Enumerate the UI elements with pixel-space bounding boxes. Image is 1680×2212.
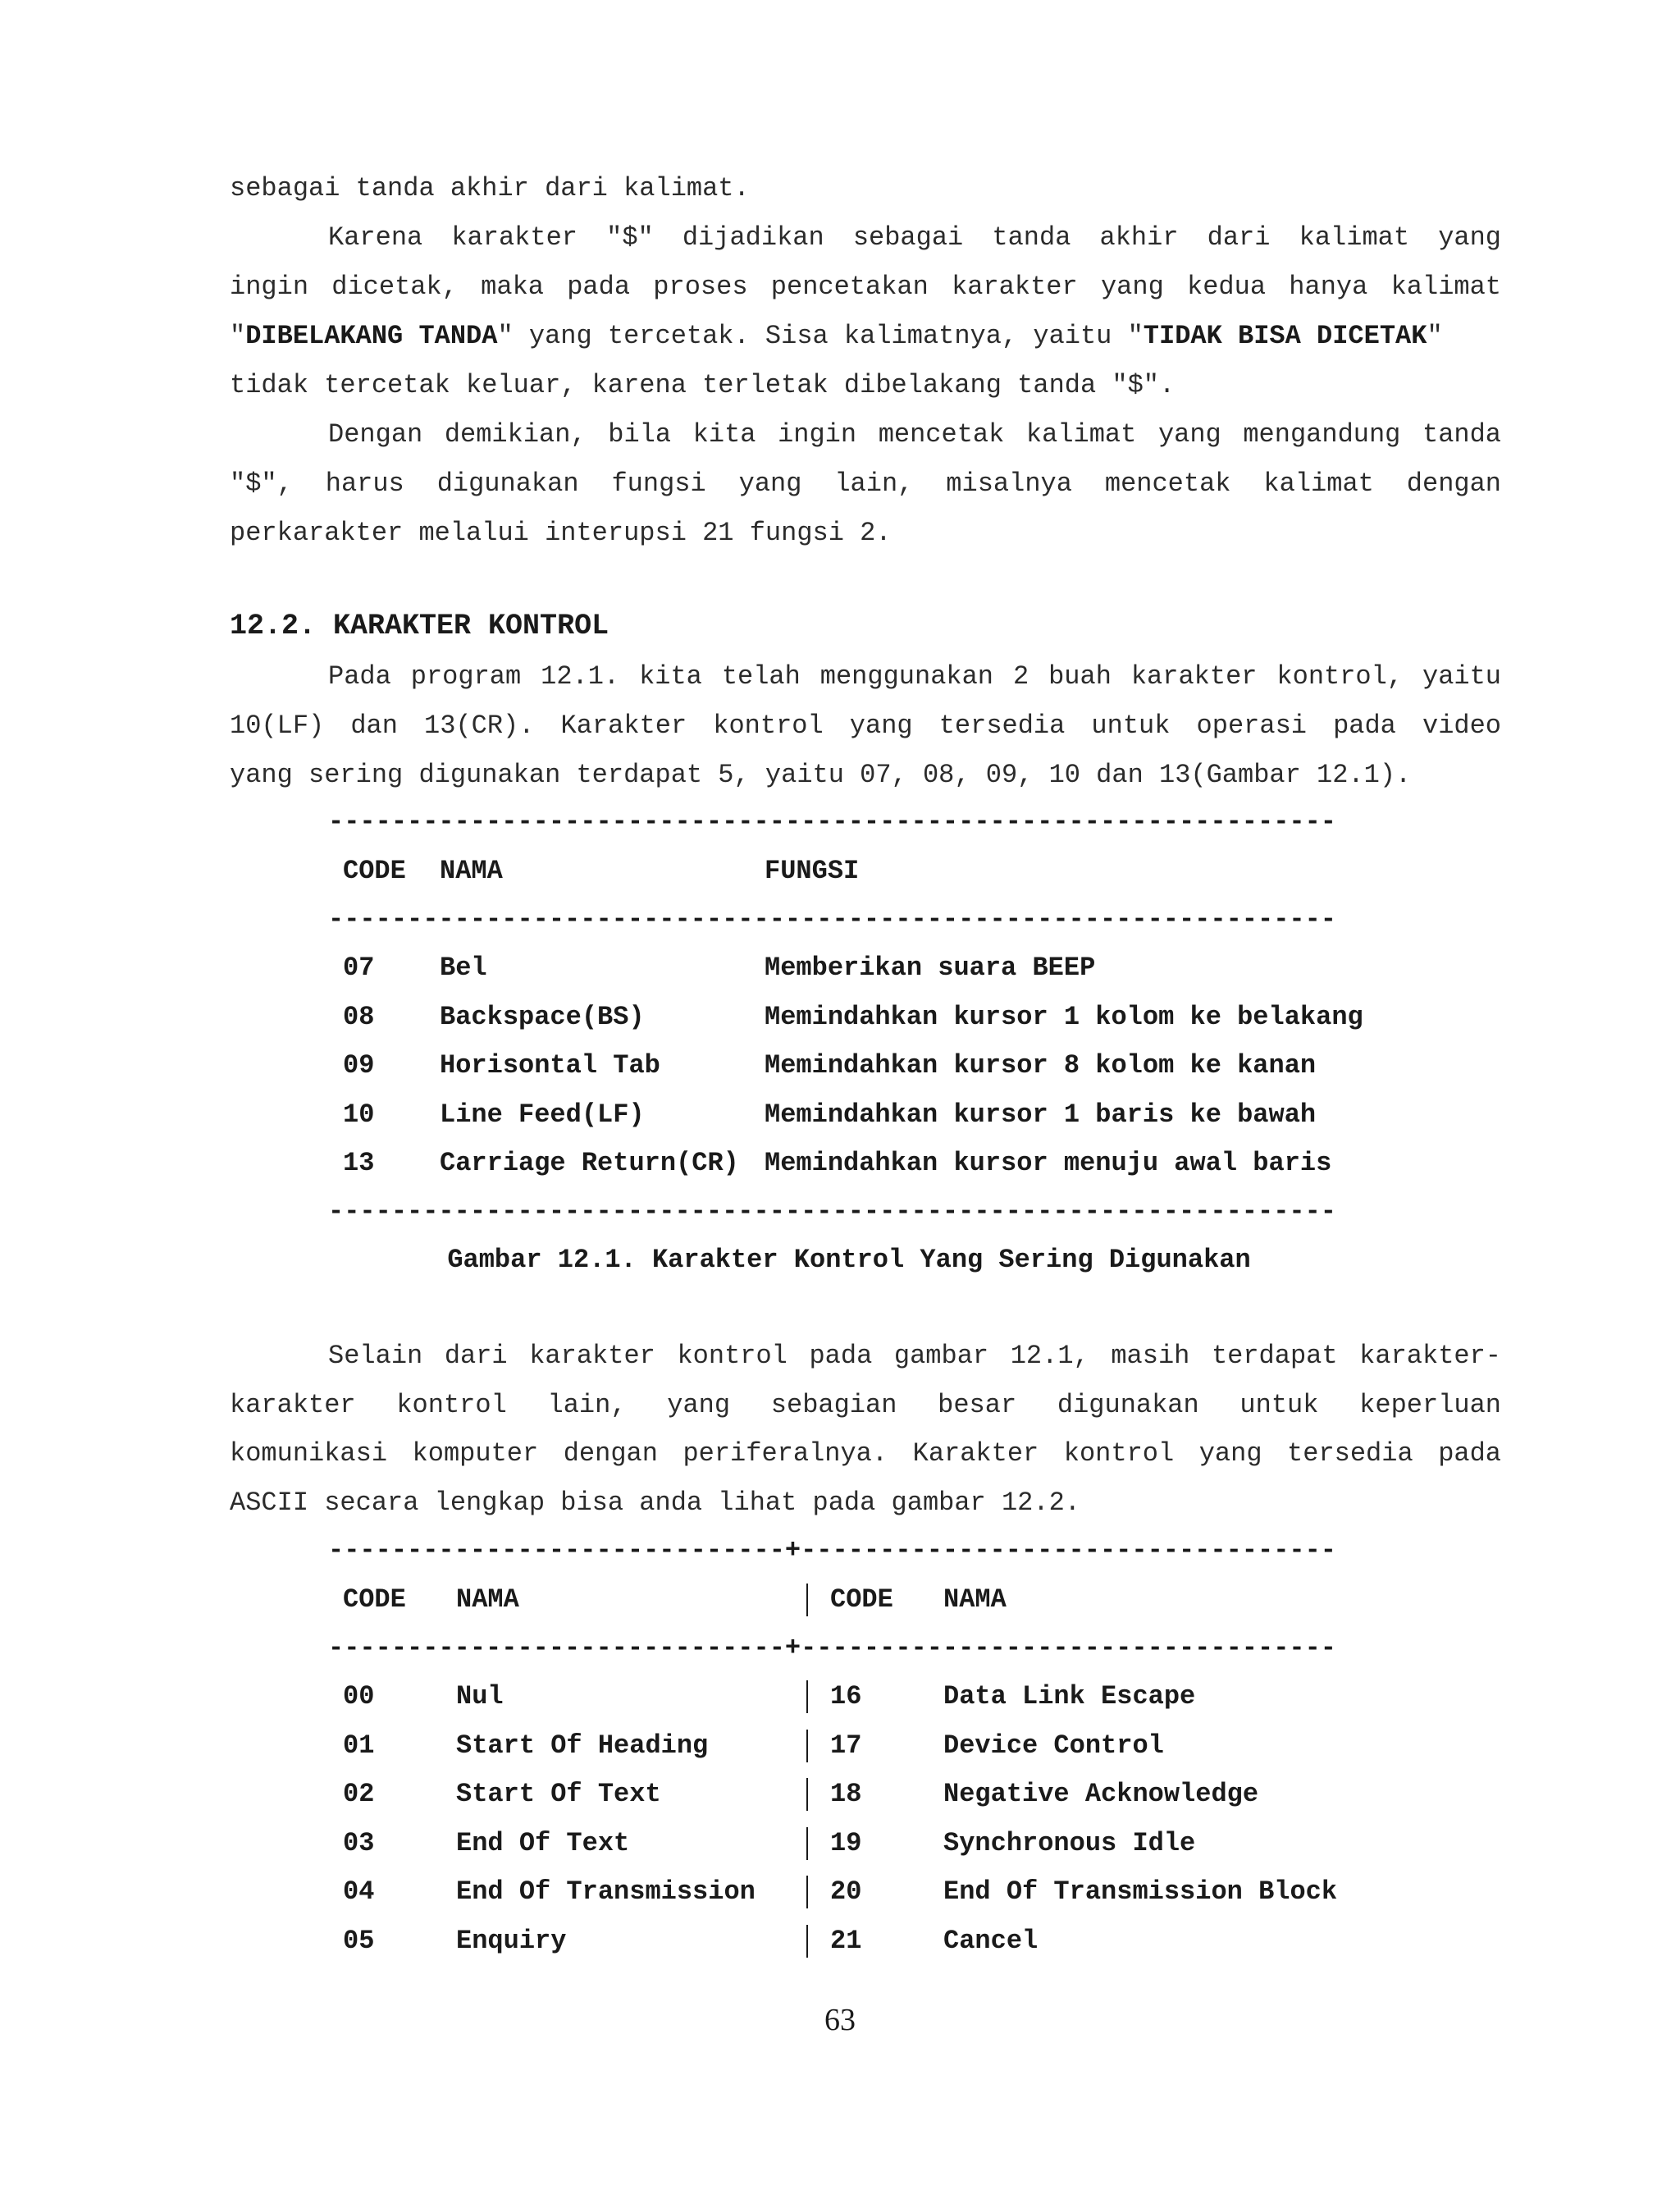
- cell-code: 19: [830, 1828, 862, 1858]
- column-separator: [806, 1925, 808, 1958]
- cell-code: 20: [830, 1876, 862, 1907]
- paragraph-line: Dengan demikian, bila kita ingin mencetak kalimat yang mengandung tanda: [328, 419, 1501, 450]
- cell-code: 07: [343, 953, 375, 983]
- table-header-row: [328, 847, 1395, 896]
- table-row: [328, 993, 1395, 1042]
- cell-fungsi: Memindahkan kursor 8 kolom ke kanan: [765, 1050, 1317, 1081]
- bold-term: TIDAK BISA DICETAK: [1143, 321, 1427, 351]
- table-rule: -----------------------------+----------------------------------: [328, 1535, 1336, 1565]
- cell-nama: Start Of Heading: [456, 1730, 709, 1761]
- cell-code: 08: [343, 1002, 375, 1032]
- table-row: [328, 1867, 1395, 1917]
- table-row: [328, 944, 1395, 993]
- table-rule: -----------------------------+----------------------------------: [328, 1633, 1336, 1663]
- cell-nama: Line Feed(LF): [440, 1099, 645, 1130]
- cell-code: 18: [830, 1779, 862, 1809]
- table-row: [328, 1041, 1395, 1090]
- paragraph-line: 10(LF) dan 13(CR). Karakter kontrol yang tersedia untuk operasi pada video: [230, 711, 1501, 741]
- column-separator: [806, 1876, 808, 1908]
- column-separator: [806, 1680, 808, 1713]
- paragraph-line: komunikasi komputer dengan periferalnya. Karakter kontrol yang tersedia pada: [230, 1438, 1501, 1469]
- column-header-nama: NAMA: [440, 856, 503, 886]
- cell-code: 04: [343, 1876, 375, 1907]
- page-number: 63: [824, 2003, 856, 2037]
- cell-nama: Horisontal Tab: [440, 1050, 660, 1081]
- cell-nama: Device Control: [943, 1730, 1164, 1761]
- paragraph-line: ingin dicetak, maka pada proses pencetakan karakter yang kedua hanya kalimat: [230, 272, 1501, 302]
- table-row: [328, 1090, 1395, 1140]
- paragraph-line: Pada program 12.1. kita telah menggunakan 2 buah karakter kontrol, yaitu: [328, 661, 1501, 692]
- column-separator: [806, 1730, 808, 1762]
- paragraph-line: ASCII secara lengkap bisa anda lihat pada gambar 12.2.: [230, 1488, 1080, 1518]
- cell-nama: Cancel: [943, 1926, 1039, 1956]
- cell-code: 17: [830, 1730, 862, 1761]
- cell-nama: Backspace(BS): [440, 1002, 645, 1032]
- table-row: [328, 1917, 1395, 1966]
- column-separator: [806, 1827, 808, 1860]
- cell-code: 03: [343, 1828, 375, 1858]
- column-header-code: CODE: [343, 1584, 406, 1615]
- paragraph-line: karakter kontrol lain, yang sebagian besar digunakan untuk keperluan: [230, 1390, 1501, 1420]
- table-row: [328, 1770, 1395, 1819]
- paragraph-line: yang sering digunakan terdapat 5, yaitu 07, 08, 09, 10 dan 13(Gambar 12.1).: [230, 760, 1412, 790]
- cell-code: 05: [343, 1926, 375, 1956]
- table-row: [328, 1819, 1395, 1868]
- paragraph-line-mixed: [230, 312, 1501, 361]
- quote-mark: ": [230, 321, 246, 351]
- section-heading: 12.2. KARAKTER KONTROL: [230, 610, 609, 642]
- table-rule: ----------------------------------------------------------------: [328, 904, 1336, 935]
- table-row: [328, 1139, 1395, 1188]
- cell-nama: Enquiry: [456, 1926, 567, 1956]
- cell-code: 21: [830, 1926, 862, 1956]
- column-header-nama: NAMA: [456, 1584, 519, 1615]
- cell-fungsi: Memindahkan kursor 1 kolom ke belakang: [765, 1002, 1363, 1032]
- cell-fungsi: Memindahkan kursor 1 baris ke bawah: [765, 1099, 1317, 1130]
- paragraph-line: sebagai tanda akhir dari kalimat.: [230, 173, 750, 203]
- table-row: [328, 1672, 1395, 1721]
- cell-nama: Synchronous Idle: [943, 1828, 1196, 1858]
- paragraph-line: "$", harus digunakan fungsi yang lain, misalnya mencetak kalimat dengan: [230, 468, 1501, 499]
- cell-code: 00: [343, 1681, 375, 1712]
- cell-fungsi: Memberikan suara BEEP: [765, 953, 1096, 983]
- cell-nama: Nul: [456, 1681, 504, 1712]
- cell-code: 10: [343, 1099, 375, 1130]
- cell-code: 09: [343, 1050, 375, 1081]
- figure-caption: Gambar 12.1. Karakter Kontrol Yang Sering Digunakan: [447, 1245, 1251, 1275]
- cell-code: 02: [343, 1779, 375, 1809]
- quote-mark: ": [1427, 321, 1443, 351]
- cell-fungsi: Memindahkan kursor menuju awal baris: [765, 1148, 1332, 1178]
- table-header-row: [328, 1575, 1395, 1625]
- table-rule: ----------------------------------------------------------------: [328, 807, 1336, 837]
- table-rule: ----------------------------------------------------------------: [328, 1196, 1336, 1227]
- cell-code: 01: [343, 1730, 375, 1761]
- cell-nama: End Of Transmission: [456, 1876, 756, 1907]
- column-header-code: CODE: [830, 1584, 893, 1615]
- table-row: [328, 1721, 1395, 1771]
- cell-nama: Negative Acknowledge: [943, 1779, 1259, 1809]
- column-header-fungsi: FUNGSI: [765, 856, 860, 886]
- paragraph-line: perkarakter melalui interupsi 21 fungsi 2.: [230, 518, 892, 548]
- paragraph-line: tidak tercetak keluar, karena terletak dibelakang tanda "$".: [230, 370, 1176, 400]
- bold-term: DIBELAKANG TANDA: [245, 321, 498, 351]
- cell-nama: Data Link Escape: [943, 1681, 1196, 1712]
- cell-nama: End Of Text: [456, 1828, 630, 1858]
- column-separator: [806, 1778, 808, 1811]
- cell-code: 13: [343, 1148, 375, 1178]
- paragraph-line: Karena karakter "$" dijadikan sebagai tanda akhir dari kalimat yang: [328, 222, 1501, 253]
- column-header-nama: NAMA: [943, 1584, 1007, 1615]
- cell-code: 16: [830, 1681, 862, 1712]
- cell-nama: End Of Transmission Block: [943, 1876, 1338, 1907]
- column-header-code: CODE: [343, 856, 406, 886]
- paragraph-line: Selain dari karakter kontrol pada gambar 12.1, masih terdapat karakter-: [328, 1341, 1501, 1371]
- paragraph-text: " yang tercetak. Sisa kalimatnya, yaitu ": [497, 321, 1144, 351]
- column-separator: [806, 1584, 808, 1616]
- cell-nama: Start Of Text: [456, 1779, 661, 1809]
- cell-nama: Carriage Return(CR): [440, 1148, 739, 1178]
- cell-nama: Bel: [440, 953, 487, 983]
